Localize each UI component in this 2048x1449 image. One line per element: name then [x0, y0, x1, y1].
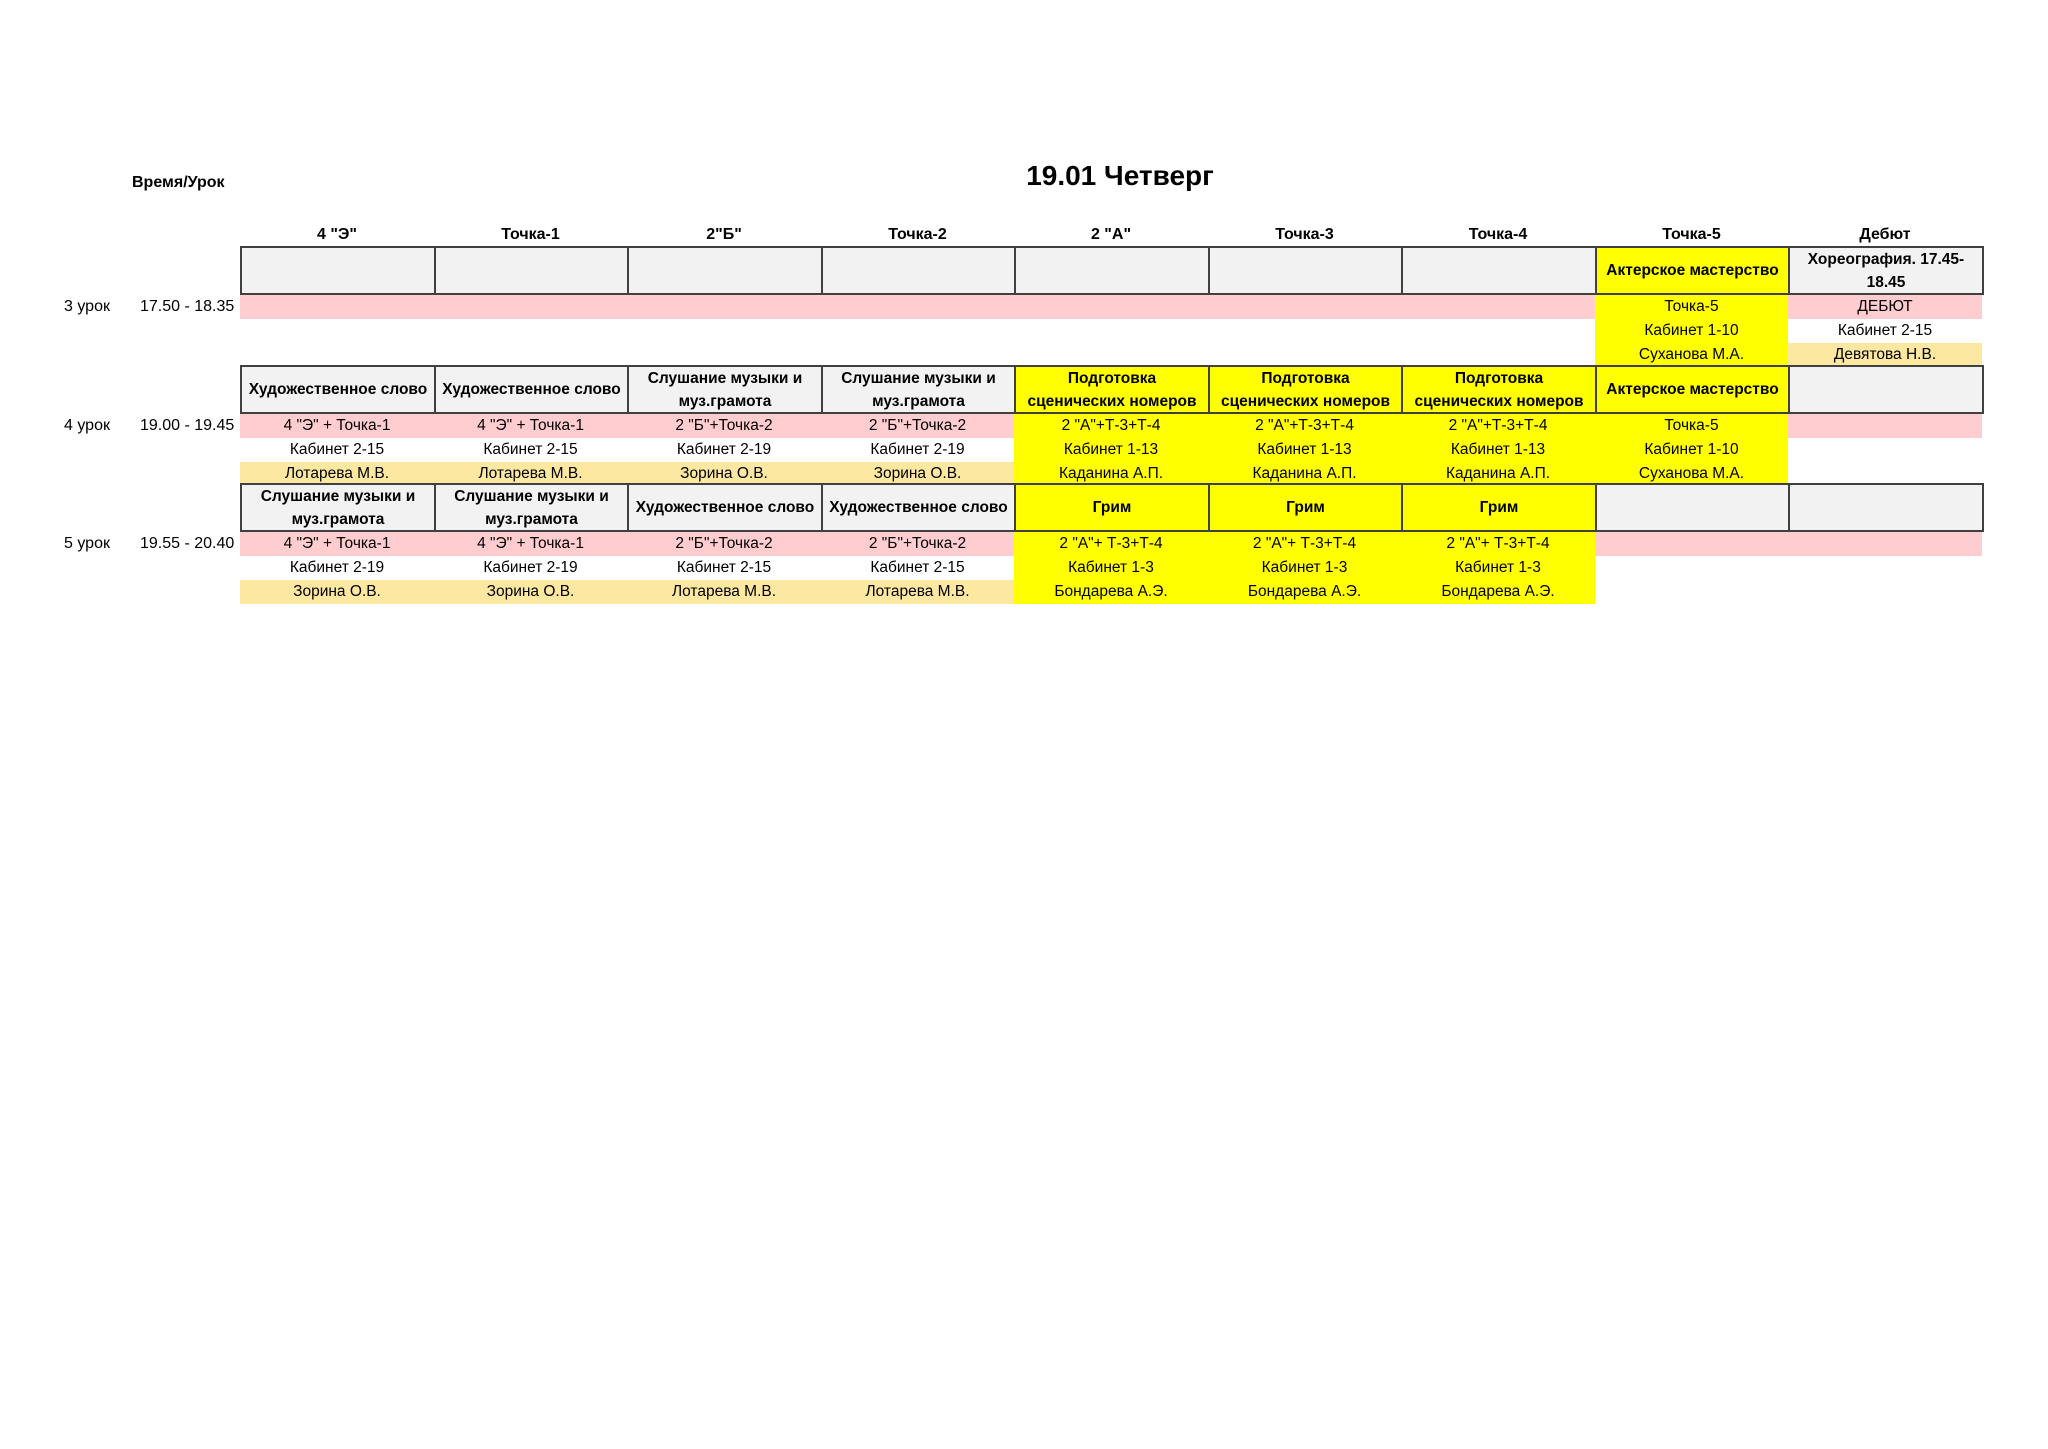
subject-cell — [1014, 246, 1210, 295]
subject-cell: Подготовка сценических номеров — [1014, 365, 1210, 414]
column-header: Точка-1 — [501, 226, 560, 243]
teacher-cell: Зорина О.В. — [821, 462, 1014, 486]
room-cell: Кабинет 1-3 — [1208, 556, 1401, 580]
room-cell: Кабинет 2-15 — [870, 559, 965, 576]
room-cell: Кабинет 2-15 — [1837, 322, 1933, 339]
subject-cell: Художественное слово — [434, 365, 629, 414]
subject-cell — [1788, 365, 1984, 414]
lesson-number: 3 урок — [64, 298, 110, 315]
group-cell: 2 "А"+ Т-3+Т-4 — [1014, 532, 1208, 556]
lesson-time: 17.50 - 18.35 — [140, 298, 235, 315]
group-cell: Точка-5 — [1595, 295, 1788, 319]
subject-cell: Грим — [1401, 483, 1597, 532]
column-header: Дебют — [1859, 226, 1911, 243]
subject-cell — [821, 246, 1016, 295]
teacher-cell: Зорина О.В. — [434, 580, 627, 604]
room-cell: Кабинет 2-15 — [676, 559, 772, 576]
room-cell: Кабинет 2-15 — [289, 441, 385, 458]
subject-cell: Слушание музыки и муз.грамота — [821, 365, 1016, 414]
group-cell: 4 "Э" + Точка-1 — [434, 532, 627, 556]
subject-cell — [1788, 483, 1984, 532]
teacher-cell: Суханова М.А. — [1595, 343, 1788, 367]
room-cell: Кабинет 1-13 — [1208, 438, 1401, 462]
group-cell: 2 "Б"+Точка-2 — [627, 414, 821, 438]
teacher-cell: Зорина О.В. — [627, 462, 821, 486]
column-header: 2"Б" — [706, 226, 742, 243]
subject-cell: Художественное слово — [627, 483, 823, 532]
group-cell: 4 "Э" + Точка-1 — [240, 414, 434, 438]
time-lesson-label: Время/Урок — [132, 174, 225, 191]
page-title: 19.01 Четверг — [1026, 160, 1214, 191]
subject-cell: Актерское мастерство — [1595, 246, 1790, 295]
subject-cell: Грим — [1014, 483, 1210, 532]
teacher-cell: Каданина А.П. — [1401, 462, 1595, 486]
subject-cell — [240, 246, 436, 295]
group-cell: 2 "Б"+Точка-2 — [627, 532, 821, 556]
subject-cell: Грим — [1208, 483, 1403, 532]
column-header: Точка-5 — [1662, 226, 1721, 243]
lesson-time: 19.55 - 20.40 — [140, 535, 235, 552]
group-cell: 2 "Б"+Точка-2 — [821, 414, 1014, 438]
teacher-cell: Бондарева А.Э. — [1208, 580, 1401, 604]
column-header: Точка-2 — [888, 226, 947, 243]
subject-cell — [627, 246, 823, 295]
room-cell: Кабинет 1-13 — [1014, 438, 1208, 462]
room-cell: Кабинет 2-19 — [870, 441, 965, 458]
column-header: 2 "А" — [1090, 226, 1132, 243]
lesson-time: 19.00 - 19.45 — [140, 417, 235, 434]
room-cell: Кабинет 2-19 — [483, 559, 578, 576]
teacher-cell: Суханова М.А. — [1595, 462, 1788, 486]
column-header: 4 "Э" — [317, 226, 357, 243]
room-cell: Кабинет 1-10 — [1595, 438, 1788, 462]
group-cell: 2 "А"+ Т-3+Т-4 — [1401, 532, 1595, 556]
subject-cell: Слушание музыки и муз.грамота — [434, 483, 629, 532]
room-cell: Кабинет 2-19 — [676, 441, 772, 458]
group-cell: Точка-5 — [1595, 414, 1788, 438]
room-cell: Кабинет 1-10 — [1595, 319, 1788, 343]
teacher-cell: Лотарева М.В. — [627, 580, 821, 604]
teacher-cell: Бондарева А.Э. — [1014, 580, 1208, 604]
subject-cell: Актерское мастерство — [1595, 365, 1790, 414]
room-cell: Кабинет 2-15 — [483, 441, 578, 458]
room-cell: Кабинет 2-19 — [289, 559, 385, 576]
subject-cell: Слушание музыки и муз.грамота — [240, 483, 436, 532]
column-header: Точка-3 — [1275, 226, 1334, 243]
group-cell: ДЕБЮТ — [1788, 295, 1982, 319]
subject-cell — [1208, 246, 1403, 295]
subject-cell: Художественное слово — [240, 365, 436, 414]
teacher-cell: Лотарева М.В. — [434, 462, 627, 486]
subject-cell: Слушание музыки и муз.грамота — [627, 365, 823, 414]
group-cell: 2 "А"+ Т-3+Т-4 — [1208, 532, 1401, 556]
subject-cell: Художественное слово — [821, 483, 1016, 532]
subject-cell: Подготовка сценических номеров — [1208, 365, 1403, 414]
subject-cell: Хореография. 17.45-18.45 — [1788, 246, 1984, 295]
subject-cell — [434, 246, 629, 295]
teacher-cell: Каданина А.П. — [1208, 462, 1401, 486]
lesson-number: 4 урок — [64, 417, 110, 434]
subject-cell — [1595, 483, 1790, 532]
teacher-cell: Лотарева М.В. — [240, 462, 434, 486]
lesson-number: 5 урок — [64, 535, 110, 552]
teacher-cell: Девятова Н.В. — [1788, 343, 1982, 367]
teacher-cell: Каданина А.П. — [1014, 462, 1208, 486]
group-cell: 2 "Б"+Точка-2 — [821, 532, 1014, 556]
group-cell: 2 "А"+Т-3+Т-4 — [1401, 414, 1595, 438]
teacher-cell: Зорина О.В. — [240, 580, 434, 604]
group-cell: 4 "Э" + Точка-1 — [434, 414, 627, 438]
group-cell: 2 "А"+Т-3+Т-4 — [1014, 414, 1208, 438]
group-cell: 2 "А"+Т-3+Т-4 — [1208, 414, 1401, 438]
room-cell: Кабинет 1-3 — [1014, 556, 1208, 580]
teacher-cell: Бондарева А.Э. — [1401, 580, 1595, 604]
subject-cell — [1401, 246, 1597, 295]
room-cell: Кабинет 1-13 — [1401, 438, 1595, 462]
subject-cell: Подготовка сценических номеров — [1401, 365, 1597, 414]
column-header: Точка-4 — [1468, 226, 1528, 243]
group-cell: 4 "Э" + Точка-1 — [240, 532, 434, 556]
room-cell: Кабинет 1-3 — [1401, 556, 1595, 580]
teacher-cell: Лотарева М.В. — [821, 580, 1014, 604]
